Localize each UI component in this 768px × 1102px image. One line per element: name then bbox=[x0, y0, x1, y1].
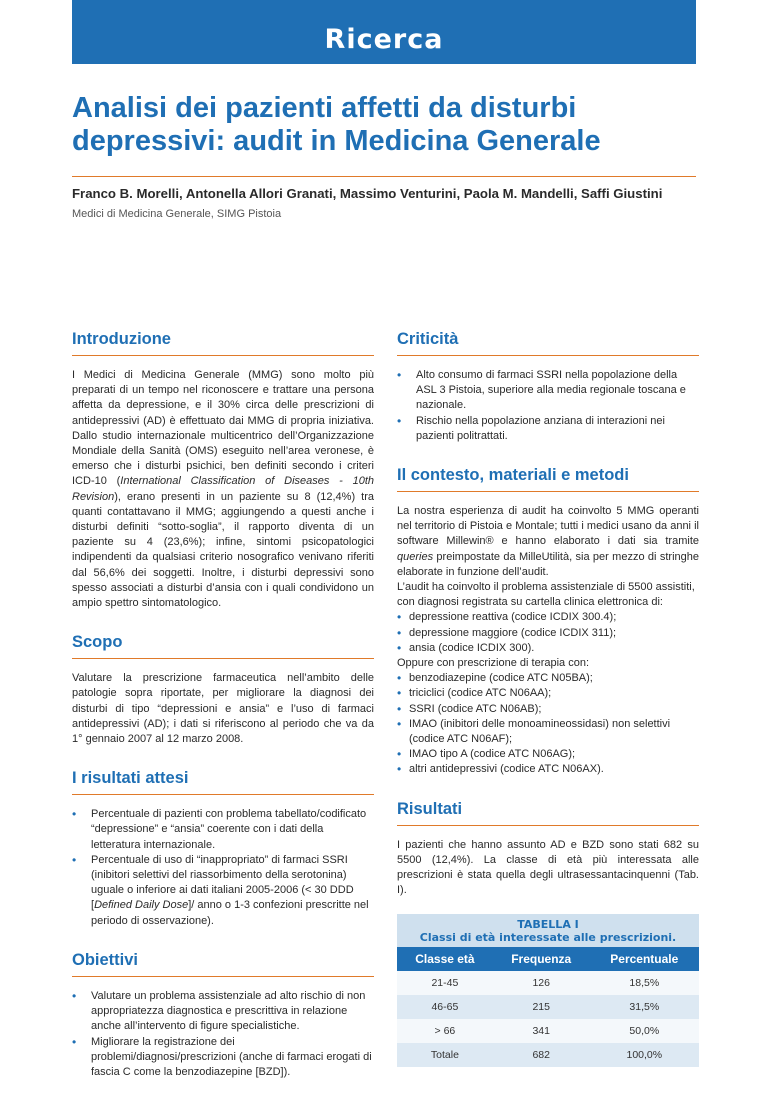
section-banner bbox=[72, 0, 696, 64]
diagnosis-list bbox=[397, 610, 699, 656]
list-item: • Alto consumo di farmaci SSRI nella popolazione della ASL 3 Pistoia, superiore alla media regionale toscana e nazionale. bbox=[397, 368, 699, 414]
age-class-table bbox=[397, 947, 699, 1067]
heading-introduzione: Introduzione bbox=[72, 330, 374, 356]
section-introduzione bbox=[72, 330, 374, 611]
section-contesto bbox=[397, 466, 699, 778]
table-row bbox=[397, 1043, 699, 1067]
obiettivi-list bbox=[72, 989, 374, 1080]
risultati-attesi-list bbox=[72, 807, 374, 929]
column-header: Frequenza bbox=[493, 947, 590, 971]
contesto-p1 bbox=[397, 504, 699, 580]
item-text-em: Defined Daily Dose bbox=[94, 899, 189, 912]
section-risultati bbox=[397, 800, 699, 1068]
title-divider bbox=[72, 176, 696, 177]
risultati-text: I pazienti che hanno assunto AD e BZD sono stati 682 su 5500 (12,4%). La classe di età più interessata alle prescrizioni è stata quella degli ultrasessantacinquenni (Tab. I). bbox=[397, 838, 699, 897]
heading-risultati: Risultati bbox=[397, 800, 699, 826]
list-item: • Rischio nella popolazione anziana di interazioni nei pazienti politrattati. bbox=[397, 414, 699, 444]
table-cell: 126 bbox=[493, 971, 590, 995]
list-item: • depressione reattiva (codice ICDIX 300.4); bbox=[397, 610, 699, 625]
title-line-2: depressivi: audit in Medicina Generale bbox=[72, 125, 601, 157]
introduzione-text-b: ), erano presenti in un paziente su 8 (12,4%) tra quanti contattavano il MMG; aggiungendo a questi anche i disturbi definiti “sotto-soglia”, il rapporto diventa di un paziente su 4 (23,6%); infine, sintomi psicopatologici indipendenti da qualsiasi criterio nosografico venivano riferiti dal 56,6% dei soggetti. Inoltre, i disturbi depressivi sono spesso associati a disturbi d’ansia con i quali condividono un ampio spettro sintomatologico. bbox=[72, 490, 374, 610]
table-row bbox=[397, 971, 699, 995]
table-cell: 46-65 bbox=[397, 995, 493, 1019]
table-cell: 50,0% bbox=[590, 1019, 699, 1043]
contesto-p3: Oppure con prescrizione di terapia con: bbox=[397, 657, 589, 670]
heading-obiettivi: Obiettivi bbox=[72, 951, 374, 977]
table-cell: 31,5% bbox=[590, 995, 699, 1019]
table-header-row bbox=[397, 947, 699, 971]
table-row bbox=[397, 1019, 699, 1043]
item-text-b: ]/ anno o 1-3 confezioni prescritte nel periodo di osservazione). bbox=[91, 899, 369, 927]
list-item: • ansia (codice ICDIX 300). bbox=[397, 641, 699, 656]
item-text-a: Percentuale di uso di “inappropriato” di farmaci SSRI (inibitori selettivi del riassorbimento della serotonina) uguale o inferiore ai dati italiani 2005-2006 (< 30 DDD [ bbox=[91, 853, 354, 912]
introduzione-text-a: I Medici di Medicina Generale (MMG) sono molto più preparati di un tempo nel riconoscere e trattare una persona affetta da depressione, e il 30% circa delle prescrizioni di antidepressivi (AD) è effettuato dai MMG di propria iniziativa. Dallo studio internazionale multicentrico dell’Organizzazione Mondiale della Sanità (OMS) eseguito nell’area veronese, è emerso che i disturbi psichici, ben definiti secondo i criteri ICD-10 ( bbox=[72, 369, 374, 488]
section-risultati-attesi bbox=[72, 769, 374, 929]
table-cell: 21-45 bbox=[397, 971, 493, 995]
article-title bbox=[72, 92, 672, 158]
therapy-list bbox=[397, 671, 699, 777]
affiliation: Medici di Medicina Generale, SIMG Pistoia bbox=[72, 208, 282, 220]
heading-contesto: Il contesto, materiali e metodi bbox=[397, 466, 699, 492]
contesto-p1-em: queries bbox=[397, 550, 434, 563]
scopo-text: Valutare la prescrizione farmaceutica nell’ambito delle patologie sopra riportate, per migliorare la diagnosi dei disturbi di tipo “depressioni e ansia” e l’uso di farmaci antidepressivi (AD); i dati si riferiscono al periodo che va da 1° gennaio 2007 al 12 marzo 2008. bbox=[72, 672, 374, 746]
heading-scopo: Scopo bbox=[72, 633, 374, 659]
table-cell: 215 bbox=[493, 995, 590, 1019]
contesto-p1-a: La nostra esperienza di audit ha coinvolto 5 MMG operanti nel territorio di Pistoia e Montale; tutti i medici usano da anni il software Millewin® e hanno elaborato i dati sia tramite bbox=[397, 505, 699, 548]
list-item: • triciclici (codice ATC N06AA); bbox=[397, 686, 699, 701]
list-item: • Valutare un problema assistenziale ad alto rischio di non appropriatezza diagnostica e prescrittiva in relazione anche all’intervento di figure specialistiche. bbox=[72, 989, 374, 1035]
table-title: Classi di età interessate alle prescrizioni. bbox=[419, 931, 677, 945]
list-item: • Migliorare la registrazione dei problemi/diagnosi/prescrizioni (anche di farmaci erogati di fascia C come la benzodiazepine [BZD]). bbox=[72, 1035, 374, 1081]
table-cell: 100,0% bbox=[590, 1043, 699, 1067]
contesto-p2: L’audit ha coinvolto il problema assistenziale di 5500 assistiti, con diagnosi registrata su cartella clinica elettronica di: bbox=[397, 581, 695, 609]
table-caption bbox=[397, 914, 699, 947]
table-cell: > 66 bbox=[397, 1019, 493, 1043]
table-cell: 341 bbox=[493, 1019, 590, 1043]
list-item: • depressione maggiore (codice ICDIX 311); bbox=[397, 626, 699, 641]
column-header: Classe età bbox=[397, 947, 493, 971]
criticita-list bbox=[397, 368, 699, 444]
introduzione-text bbox=[72, 368, 374, 611]
list-item: • IMAO tipo A (codice ATC N06AG); bbox=[397, 747, 699, 762]
right-column bbox=[397, 330, 699, 1067]
table-cell: Totale bbox=[397, 1043, 493, 1067]
heading-criticita: Criticità bbox=[397, 330, 699, 356]
title-line-1: Analisi dei pazienti affetti da disturbi bbox=[72, 92, 577, 124]
section-obiettivi bbox=[72, 951, 374, 1080]
list-item: • benzodiazepine (codice ATC N05BA); bbox=[397, 671, 699, 686]
heading-risultati-attesi: I risultati attesi bbox=[72, 769, 374, 795]
list-item: • Percentuale di pazienti con problema tabellato/codificato “depressione” e “ansia” coerente con i dati della letteratura internazionale. bbox=[72, 807, 374, 853]
section-criticita bbox=[397, 330, 699, 444]
list-item: • IMAO (inibitori delle monoamineossidasi) non selettivi (codice ATC N06AF); bbox=[397, 717, 699, 747]
list-item: • SSRI (codice ATC N06AB); bbox=[397, 702, 699, 717]
list-item: • altri antidepressivi (codice ATC N06AX). bbox=[397, 762, 699, 777]
left-column bbox=[72, 330, 374, 1102]
section-scopo bbox=[72, 633, 374, 747]
table-cell: 682 bbox=[493, 1043, 590, 1067]
table-cell: 18,5% bbox=[590, 971, 699, 995]
table-label: TABELLA I bbox=[517, 918, 579, 932]
section-label: Ricerca bbox=[324, 24, 444, 55]
authors: Franco B. Morelli, Antonella Allori Granati, Massimo Venturini, Paola M. Mandelli, Saffi Giustini bbox=[72, 186, 663, 201]
column-header: Percentuale bbox=[590, 947, 699, 971]
list-item bbox=[72, 853, 374, 929]
contesto-p1-b: preimpostate da MilleUtilità, sia per mezzo di stringhe elaborate in funzione dell’audit. bbox=[397, 550, 699, 578]
icd-name: International Classification of Diseases - 10th Revision bbox=[72, 475, 374, 503]
table-row bbox=[397, 995, 699, 1019]
